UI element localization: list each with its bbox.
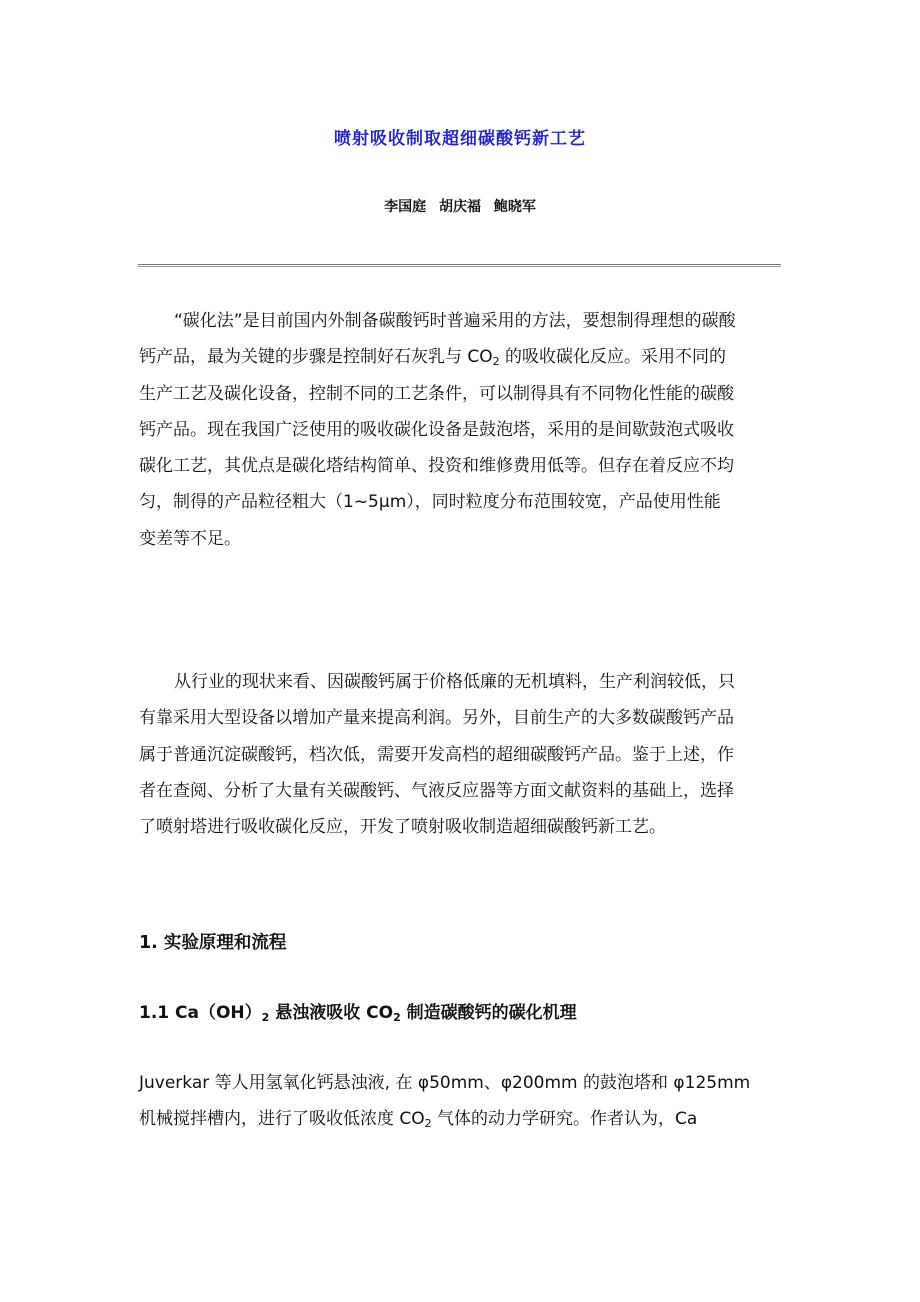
- text-run: 机械搅拌槽内，进行了吸收低浓度 CO: [139, 1109, 425, 1130]
- subsection-heading: [139, 998, 577, 1023]
- paragraph-mechanism: [139, 1065, 787, 1138]
- text-line: 属于普通沉淀碳酸钙，档次低，需要开发高档的超细碳酸钙产品。鉴于上述，作: [139, 744, 734, 765]
- author-name: 鲍晓军: [493, 199, 536, 215]
- text-line: 了喷射塔进行吸收碳化反应，开发了喷射吸收制造超细碳酸钙新工艺。: [139, 817, 666, 838]
- text-line: [139, 339, 787, 375]
- text-run: 钙产品，最为关键的步骤是控制好石灰乳与 CO: [139, 347, 493, 368]
- text-line: 者在查阅、分析了大量有关碳酸钙、气液反应器等方面文献资料的基础上，选择: [139, 780, 734, 801]
- section-heading: 1. 实验原理和流程: [139, 933, 287, 953]
- paragraph-industry: [139, 664, 787, 845]
- text-line: 变差等不足。: [139, 528, 241, 549]
- text-run: 制造碳酸钙的碳化机理: [400, 1003, 577, 1023]
- text-line: 钙产品。现在我国广泛使用的吸收碳化设备是鼓泡塔，采用的是间歇鼓泡式吸收: [139, 419, 734, 440]
- text-line: 生产工艺及碳化设备，控制不同的工艺条件，可以制得具有不同物化性能的碳酸: [139, 383, 734, 404]
- header-divider: [138, 264, 781, 267]
- subscript: 2: [261, 1011, 270, 1024]
- text-line: 有靠采用大型设备以增加产量来提高利润。另外，目前生产的大多数碳酸钙产品: [139, 708, 734, 729]
- author-name: 胡庆福: [439, 199, 481, 215]
- text-line: “碳化法”是目前国内外制备碳酸钙时普遍采用的方法，要想制得理想的碳酸: [174, 311, 736, 331]
- text-line: Juverkar 等人用氢氧化钙悬浊液, 在 φ50mm、φ200mm 的鼓泡塔和 φ125mm: [139, 1073, 751, 1093]
- text-run: 悬浊液吸收 CO: [269, 1003, 394, 1023]
- paragraph-intro: [139, 303, 787, 557]
- subscript: 2: [393, 1011, 401, 1024]
- author-name: 李国庭: [384, 199, 427, 215]
- text-run: 1.1 Ca（OH）: [139, 1003, 262, 1023]
- text-run: 气体的动力学研究。作者认为，Ca: [431, 1109, 698, 1130]
- subscript: 2: [424, 1117, 432, 1131]
- text-run: 的吸收碳化反应。采用不同的: [499, 347, 727, 368]
- text-line: [139, 1101, 787, 1137]
- text-line: 从行业的现状来看、因碳酸钙属于价格低廉的无机填料，生产利润较低，只: [174, 672, 735, 692]
- text-line: 碳化工艺，其优点是碳化塔结构简单、投资和维修费用低等。但存在着反应不均: [139, 456, 734, 477]
- subscript: 2: [492, 355, 500, 369]
- author-list: [0, 196, 920, 216]
- document-title: 喷射吸收制取超细碳酸钙新工艺: [334, 129, 586, 149]
- text-line: 匀，制得的产品粒径粗大（1~5μm），同时粒度分布范围较宽，产品使用性能: [139, 492, 721, 513]
